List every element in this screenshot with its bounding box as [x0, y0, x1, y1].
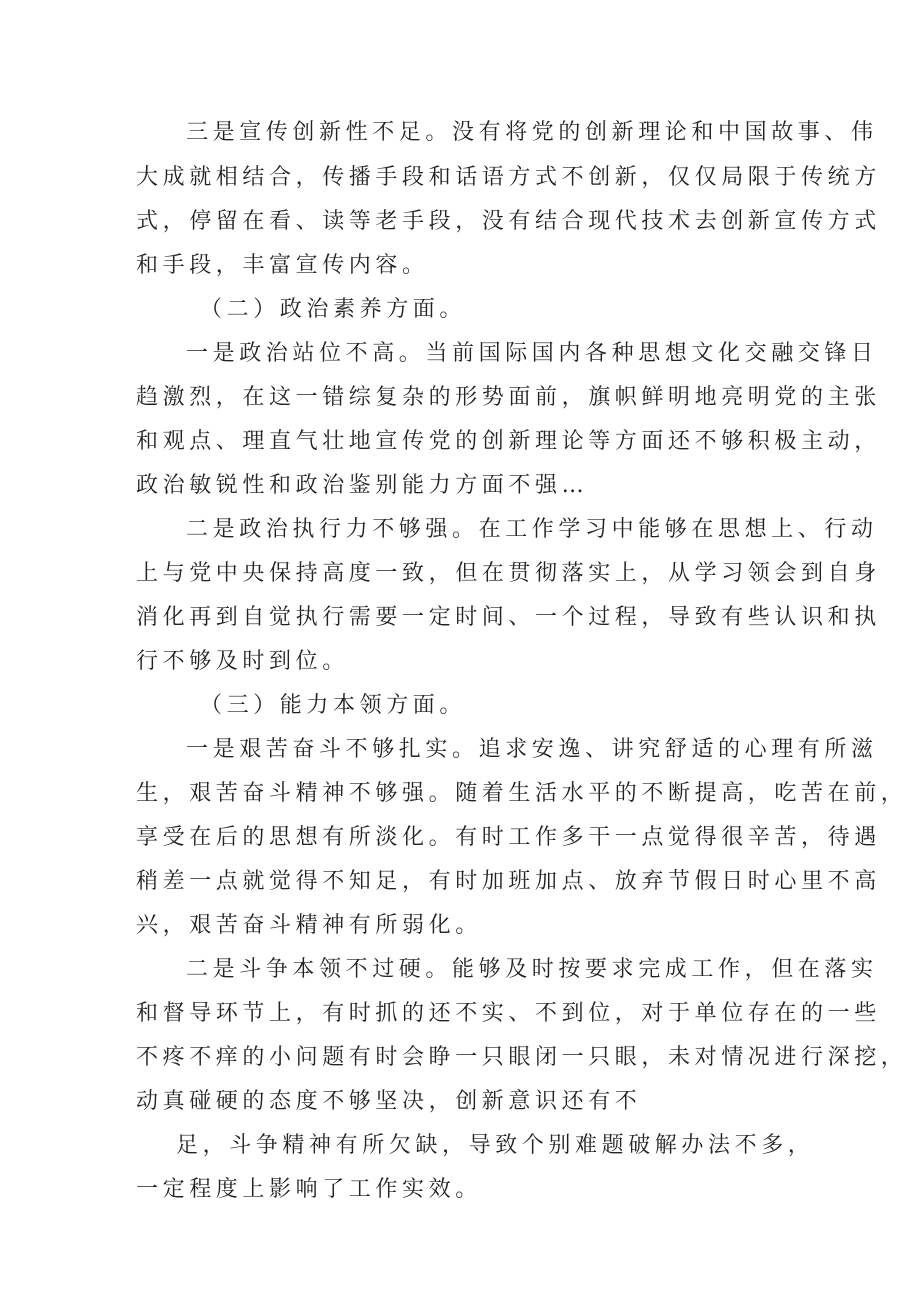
paragraph-line: 不疼不痒的小问题有时会睁一只眼闭一只眼，未对情况进行深挖，	[136, 1045, 908, 1070]
paragraph-line: 二是斗争本领不过硬。能够及时按要求完成工作，但在落实	[186, 957, 878, 982]
paragraph-line: 二是政治执行力不够强。在工作学习中能够在思想上、行动	[186, 517, 878, 542]
paragraph-line: 和观点、理直气壮地宣传党的创新理论等方面还不够积极主动，	[136, 429, 881, 454]
paragraph-line: 三是宣传创新性不足。没有将党的创新理论和中国故事、伟	[186, 120, 878, 145]
paragraph-line: 和督导环节上，有时抓的还不实、不到位，对于单位存在的一些	[136, 1001, 881, 1026]
paragraph-line: 行不够及时到位。	[136, 649, 349, 674]
paragraph-line: 和手段，丰富宣传内容。	[136, 253, 429, 278]
paragraph-line: 足，斗争精神有所欠缺，导致个别难题破解办法不多，	[176, 1133, 815, 1158]
paragraph-line: 一定程度上影响了工作实效。	[136, 1177, 482, 1202]
section-heading: （二）政治素养方面。	[200, 297, 467, 322]
paragraph-line: 生，艰苦奋斗精神不够强。随着生活水平的不断提高，吃苦在前，	[136, 781, 908, 806]
paragraph-line: 上与党中央保持高度一致，但在贯彻落实上，从学习领会到自身	[136, 561, 881, 586]
paragraph-line: 消化再到自觉执行需要一定时间、一个过程，导致有些认识和执	[136, 605, 881, 630]
paragraph-line: 一是艰苦奋斗不够扎实。追求安逸、讲究舒适的心理有所滋	[186, 737, 878, 762]
paragraph-line: 动真碰硬的态度不够坚决，创新意识还有不	[136, 1089, 642, 1114]
paragraph-line: 式，停留在看、读等老手段，没有结合现代技术去创新宣传方式	[136, 209, 881, 234]
section-heading: （三）能力本领方面。	[200, 693, 467, 718]
paragraph-line: 大成就相结合，传播手段和话语方式不创新，仅仅局限于传统方	[136, 165, 881, 190]
paragraph-line: 趋激烈，在这一错综复杂的形势面前，旗帜鲜明地亮明党的主张	[136, 385, 881, 410]
paragraph-line: 享受在后的思想有所淡化。有时工作多干一点觉得很辛苦，待遇	[136, 825, 881, 850]
paragraph-line: 稍差一点就觉得不知足，有时加班加点、放弃节假日时心里不高	[136, 869, 881, 894]
paragraph-line: 兴，艰苦奋斗精神有所弱化。	[136, 913, 482, 938]
paragraph-line: 一是政治站位不高。当前国际国内各种思想文化交融交锋日	[186, 341, 878, 366]
paragraph-line: 政治敏锐性和政治鉴别能力方面不强…	[136, 473, 589, 498]
